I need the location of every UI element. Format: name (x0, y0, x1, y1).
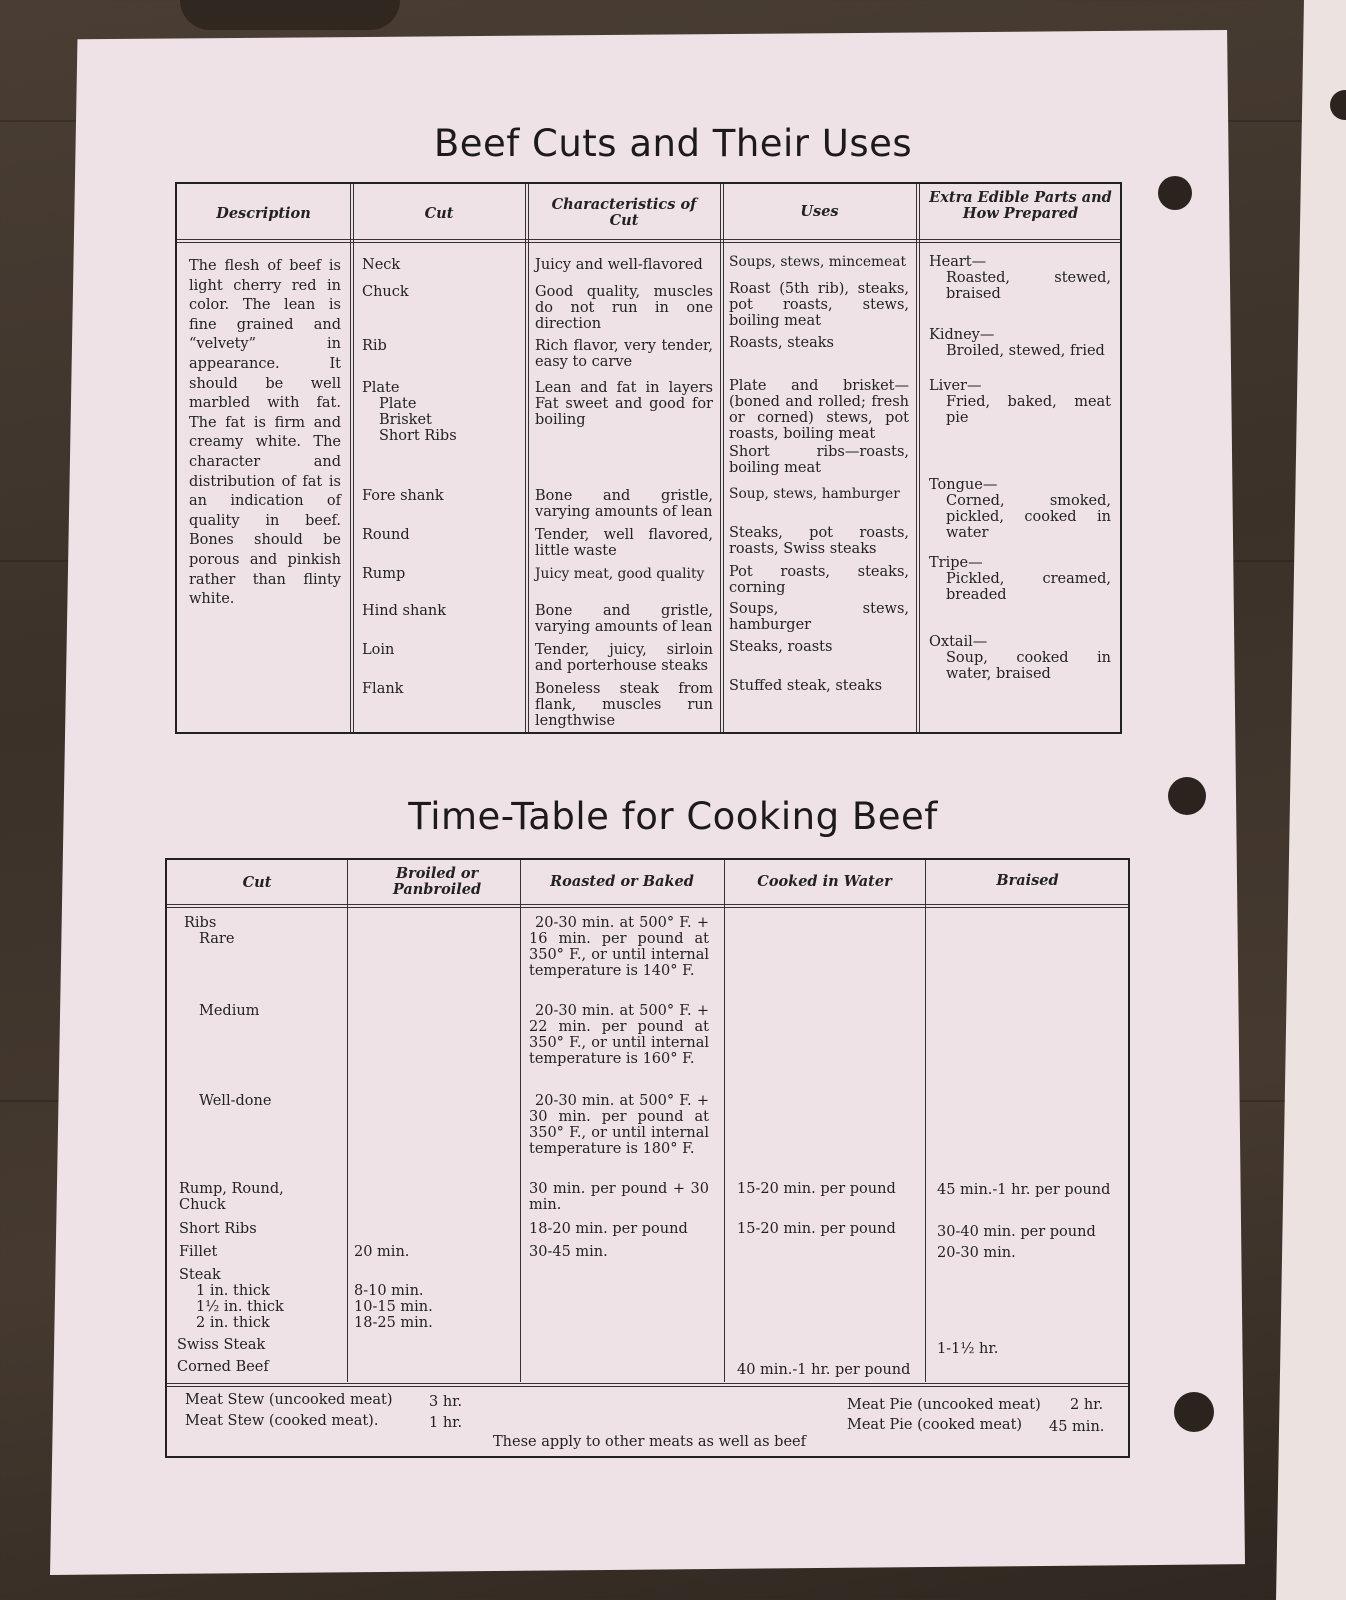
extra-part-prep: Fried, baked, meat pie (946, 394, 1111, 426)
cut-label: Plate (362, 380, 400, 396)
cut-label: Steak (179, 1267, 221, 1283)
stew-uncooked-label: Meat Stew (uncooked meat) (185, 1392, 393, 1408)
extra-part-name: Kidney— (929, 327, 995, 343)
header-characteristics: Characteristics of Cut (551, 196, 697, 229)
cut-label: Chuck (362, 284, 409, 300)
subcut-label: Brisket (379, 412, 432, 428)
pie-uncooked-time: 2 hr. (1070, 1397, 1104, 1413)
cut-label: 2 in. thick (196, 1315, 270, 1331)
header-description: Description (216, 205, 311, 222)
cut-label: Hind shank (362, 603, 447, 619)
cut-label: Swiss Steak (177, 1337, 266, 1353)
uses-text: Plate and brisket—(boned and rolled; fresh or corned) stews, pot roasts, boiling meat (729, 378, 909, 442)
cut-label: Rump, Round, Chuck (179, 1181, 284, 1213)
cut-label: Round (362, 527, 410, 543)
stew-uncooked-time: 3 hr. (429, 1394, 463, 1410)
cut-label: Fore shank (362, 488, 444, 504)
extra-part-prep: Broiled, stewed, fried (946, 343, 1105, 359)
characteristics-text: Tender, well flavored, little waste (535, 527, 713, 559)
header-cut: Cut (424, 205, 454, 222)
header-broiled: Broiled or Panbroiled (392, 865, 482, 898)
extra-part-name: Oxtail— (929, 634, 988, 650)
roasted-time: 30 min. per pound + 30 min. (529, 1181, 709, 1213)
shadow (180, 0, 400, 30)
cut-label: Flank (362, 681, 404, 697)
broiled-time: 8-10 min. (354, 1283, 424, 1299)
braised-time: 1-1½ hr. (937, 1341, 999, 1357)
uses-text: Soup, stews, hamburger (729, 486, 900, 502)
cut-label: Rump (362, 566, 406, 582)
cut-label: 1 in. thick (196, 1283, 270, 1299)
timetable-title: Time-Table for Cooking Beef (408, 795, 938, 838)
cut-label: Rib (362, 338, 387, 354)
uses-text: Stuffed steak, steaks (729, 678, 883, 694)
braised-time: 30-40 min. per pound (937, 1224, 1096, 1240)
roasted-time: 20-30 min. at 500° F. + 22 min. per pound at 350° F., or until internal temperature is 160° F. (529, 1003, 709, 1067)
punch-hole (1158, 176, 1192, 210)
extra-part-prep: Soup, cooked in water, braised (946, 650, 1111, 682)
uses-text: Pot roasts, steaks, corning (729, 564, 909, 596)
characteristics-text: Good quality, muscles do not run in one direction (535, 284, 713, 332)
uses-text: Roasts, steaks (729, 335, 834, 351)
uses-text: Soups, stews, hamburger (729, 601, 909, 633)
uses-text: Short ribs—roasts, boiling meat (729, 444, 909, 476)
uses-text: Roast (5th rib), steaks, pot roasts, stews, boiling meat (729, 281, 909, 329)
extra-part-name: Liver— (929, 378, 982, 394)
uses-text: Steaks, roasts (729, 639, 833, 655)
extra-part-name: Tripe— (929, 555, 983, 571)
characteristics-text: Lean and fat in layers Fat sweet and good for boiling (535, 380, 713, 428)
cut-label: Loin (362, 642, 395, 658)
punch-hole (1174, 1392, 1214, 1432)
braised-time: 20-30 min. (937, 1245, 1016, 1261)
water-time: 40 min.-1 hr. per pound (737, 1362, 911, 1378)
header-extra: Extra Edible Parts and How Prepared (929, 189, 1112, 222)
cut-label: Fillet (179, 1244, 218, 1260)
cut-label: Well-done (199, 1093, 272, 1109)
cut-label: Neck (362, 257, 401, 273)
water-time: 15-20 min. per pound (737, 1181, 896, 1197)
characteristics-text: Boneless steak from flank, muscles run lengthwise (535, 681, 713, 729)
footer-note: These apply to other meats as well as beef (493, 1434, 806, 1450)
header-uses: Uses (800, 203, 839, 220)
stew-cooked-label: Meat Stew (cooked meat). (185, 1413, 379, 1429)
uses-text: Steaks, pot roasts, roasts, Swiss steaks (729, 525, 909, 557)
cut-label: 1½ in. thick (196, 1299, 284, 1315)
extra-part-name: Heart— (929, 254, 987, 270)
roasted-time: 20-30 min. at 500° F. + 16 min. per pound at 350° F., or until internal temperature is 140° F. (529, 915, 709, 979)
pie-cooked-label: Meat Pie (cooked meat) (847, 1417, 1023, 1433)
header-braised: Braised (996, 872, 1059, 889)
roasted-time: 20-30 min. at 500° F. + 30 min. per pound at 350° F., or until internal temperature is 180° F. (529, 1093, 709, 1157)
subcut-label: Short Ribs (379, 428, 457, 444)
extra-part-name: Tongue— (929, 477, 998, 493)
header-roasted: Roasted or Baked (550, 873, 694, 890)
characteristics-text: Juicy meat, good quality (535, 566, 705, 582)
cut-label: Corned Beef (177, 1359, 269, 1375)
beef-cuts-table (175, 182, 1122, 734)
pie-uncooked-label: Meat Pie (uncooked meat) (847, 1397, 1041, 1413)
roasted-time: 18-20 min. per pound (529, 1221, 688, 1237)
characteristics-text: Tender, juicy, sirloin and porterhouse steaks (535, 642, 713, 674)
cuts-title: Beef Cuts and Their Uses (433, 122, 913, 165)
description-text: The flesh of beef is light cherry red in color. The lean is fine grained and “velvety” in appearance. It should be well marbled with fat. The fat is firm and creamy white. The character and distribution of fat is an indication of quality in beef. Bones should be porous and pinkish rather than flinty white. (189, 258, 341, 608)
cut-label: Rare (199, 931, 235, 947)
braised-time: 45 min.-1 hr. per pound (937, 1182, 1111, 1198)
cooking-timetable (165, 858, 1130, 1458)
characteristics-text: Bone and gristle, varying amounts of lean (535, 488, 713, 520)
header-cut: Cut (242, 874, 272, 891)
extra-part-prep: Pickled, creamed, breaded (946, 571, 1111, 603)
characteristics-text: Rich flavor, very tender, easy to carve (535, 338, 713, 370)
cut-label: Medium (199, 1003, 260, 1019)
characteristics-text: Bone and gristle, varying amounts of lean (535, 603, 713, 635)
extra-part-prep: Roasted, stewed, braised (946, 270, 1111, 302)
broiled-time: 18-25 min. (354, 1315, 433, 1331)
cut-label: Ribs (184, 915, 217, 931)
stew-cooked-time: 1 hr. (429, 1415, 463, 1431)
broiled-time: 10-15 min. (354, 1299, 433, 1315)
broiled-time: 20 min. (354, 1244, 410, 1260)
roasted-time: 30-45 min. (529, 1244, 608, 1260)
cut-label: Short Ribs (179, 1221, 257, 1237)
pie-cooked-time: 45 min. (1049, 1419, 1105, 1435)
characteristics-text: Juicy and well-flavored (535, 257, 703, 273)
extra-part-prep: Corned, smoked, pickled, cooked in water (946, 493, 1111, 541)
uses-text: Soups, stews, mincemeat (729, 254, 907, 270)
subcut-label: Plate (379, 396, 417, 412)
header-water: Cooked in Water (757, 873, 892, 890)
water-time: 15-20 min. per pound (737, 1221, 896, 1237)
